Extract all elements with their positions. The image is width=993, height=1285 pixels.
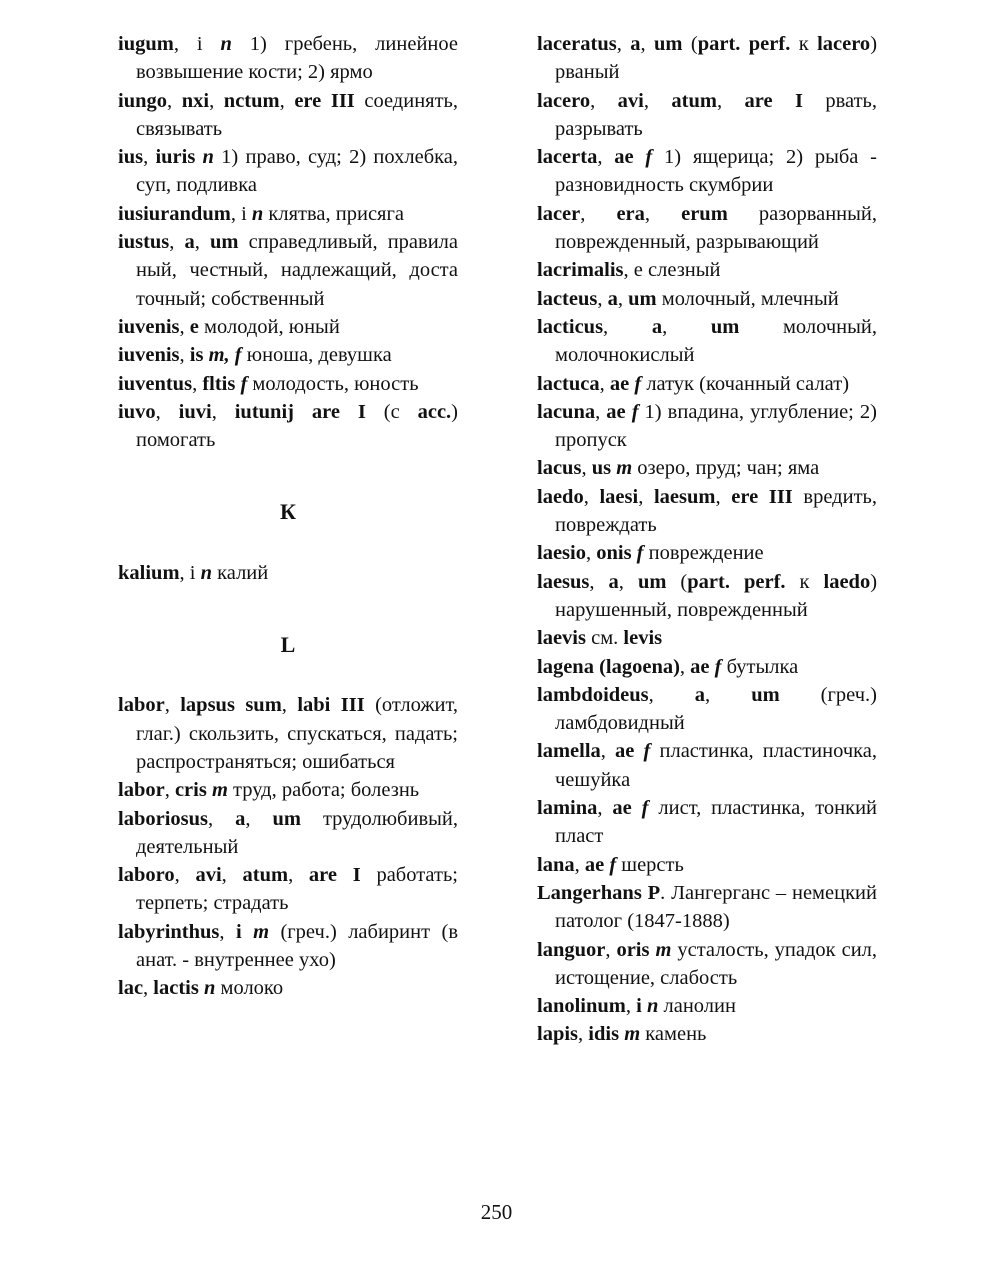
entries-l-block	[118, 691, 458, 1002]
dictionary-entry: iusiurandum, i n клятва, присяга	[118, 202, 404, 225]
dictionary-entry: lacero, avi, atum, are I рвать, разрывать	[537, 89, 878, 140]
dictionary-entry: laboro, avi, atum, are I работать; терпеть; страдать	[118, 864, 458, 915]
dictionary-entry: iuventus, fltis f молодость, юность	[118, 372, 419, 395]
dictionary-entry: laedo, laesi, laesum, ere III вредить, повреждать	[537, 485, 878, 537]
dictionary-entry: lambdoideus, a, um (греч.) ламбдовидный	[537, 683, 878, 735]
dictionary-entry: lacerta, ae f 1) ящерица; 2) рыба - разновидность скумбрии	[537, 146, 878, 197]
dictionary-entry: iungo, nxi, nctum, ere III соединять, связывать	[118, 89, 459, 140]
dictionary-entry: iugum, i n 1) гребень, линейное возвышение кости; 2) ярмо	[118, 33, 458, 84]
dictionary-entry: languor, oris m усталость, упадок сил, истощение, слабость	[537, 938, 878, 989]
dictionary-entry: lacticus, a, um молочный, молочнокислый	[537, 315, 877, 367]
section-heading-l: L	[280, 632, 296, 658]
dictionary-entry: laesio, onis f повреждение	[537, 542, 764, 565]
dictionary-entry: iuvenis, e молодой, юный	[118, 315, 340, 338]
entries-i-block	[118, 30, 458, 454]
dictionary-entry: iuvenis, is m, f юноша, девушка	[118, 344, 392, 367]
dictionary-entry: iuvo, iuvi, iutunij are I (с acc.) помогать	[118, 400, 458, 452]
dictionary-entry: iustus, a, um справедливый, правила ный, честный, надлежащий, доста точный; собственный	[118, 231, 458, 310]
dictionary-entry: laceratus, a, um (part. perf. к lacero) рваный	[537, 33, 878, 84]
dictionary-entry: lactuca, ae f латук (кочанный салат)	[537, 372, 850, 395]
dictionary-entry: laesus, a, um (part. perf. к laedo) нарушенный, поврежденный	[537, 570, 878, 621]
dictionary-entry: lacer, era, erum разорванный, поврежденный, разрывающий	[537, 202, 878, 254]
dictionary-entry: lacus, us m озеро, пруд; чан; яма	[537, 457, 820, 480]
right-column	[537, 30, 877, 1049]
dictionary-entry: labor, cris m труд, работа; болезнь	[118, 779, 420, 802]
entries-la-block	[537, 30, 877, 1049]
dictionary-entry: labor, lapsus sum, labi III (отложит, глаг.) скользить, спускаться, падать; распространяться; ошибаться	[118, 694, 459, 773]
dictionary-entry: Langerhans P. Лангерганс – немецкий патолог (1847-1888)	[537, 881, 877, 933]
section-heading-k: К	[280, 499, 296, 525]
page-number: 250	[480, 1200, 513, 1224]
dictionary-entry: lacuna, ae f 1) впадина, углубление; 2) пропуск	[537, 400, 878, 452]
dictionary-entry: lamina, ae f лист, пластинка, тонкий пласт	[537, 797, 878, 848]
dictionary-entry: lanolinum, i n ланолин	[537, 995, 736, 1018]
dictionary-entry: laboriosus, a, um трудолюбивый, деятельный	[118, 807, 458, 858]
dictionary-entry: lapis, idis m камень	[537, 1023, 707, 1046]
dictionary-entry: lacteus, a, um молочный, млечный	[537, 287, 839, 310]
dictionary-entry: laevis см. levis	[537, 627, 663, 650]
entries-k-block	[118, 559, 458, 587]
left-column	[118, 30, 458, 1003]
dictionary-entry: lamella, ae f пластинка, пластиночка, чешуйка	[537, 740, 878, 791]
dictionary-entry: lac, lactis n молоко	[118, 977, 284, 1000]
dictionary-entry: lana, ae f шерсть	[537, 853, 684, 876]
dictionary-entry: kalium, i n калий	[118, 561, 269, 584]
dictionary-entry: labyrinthus, i m (греч.) лабиринт (в анат. - внутреннее ухо)	[118, 920, 458, 972]
dictionary-entry: lagena (lagoena), ae f бутылка	[537, 655, 799, 678]
dictionary-entry: lacrimalis, е слезный	[537, 259, 721, 282]
dictionary-entry: ius, iuris n 1) право, суд; 2) похлебка, суп, подливка	[118, 146, 458, 197]
